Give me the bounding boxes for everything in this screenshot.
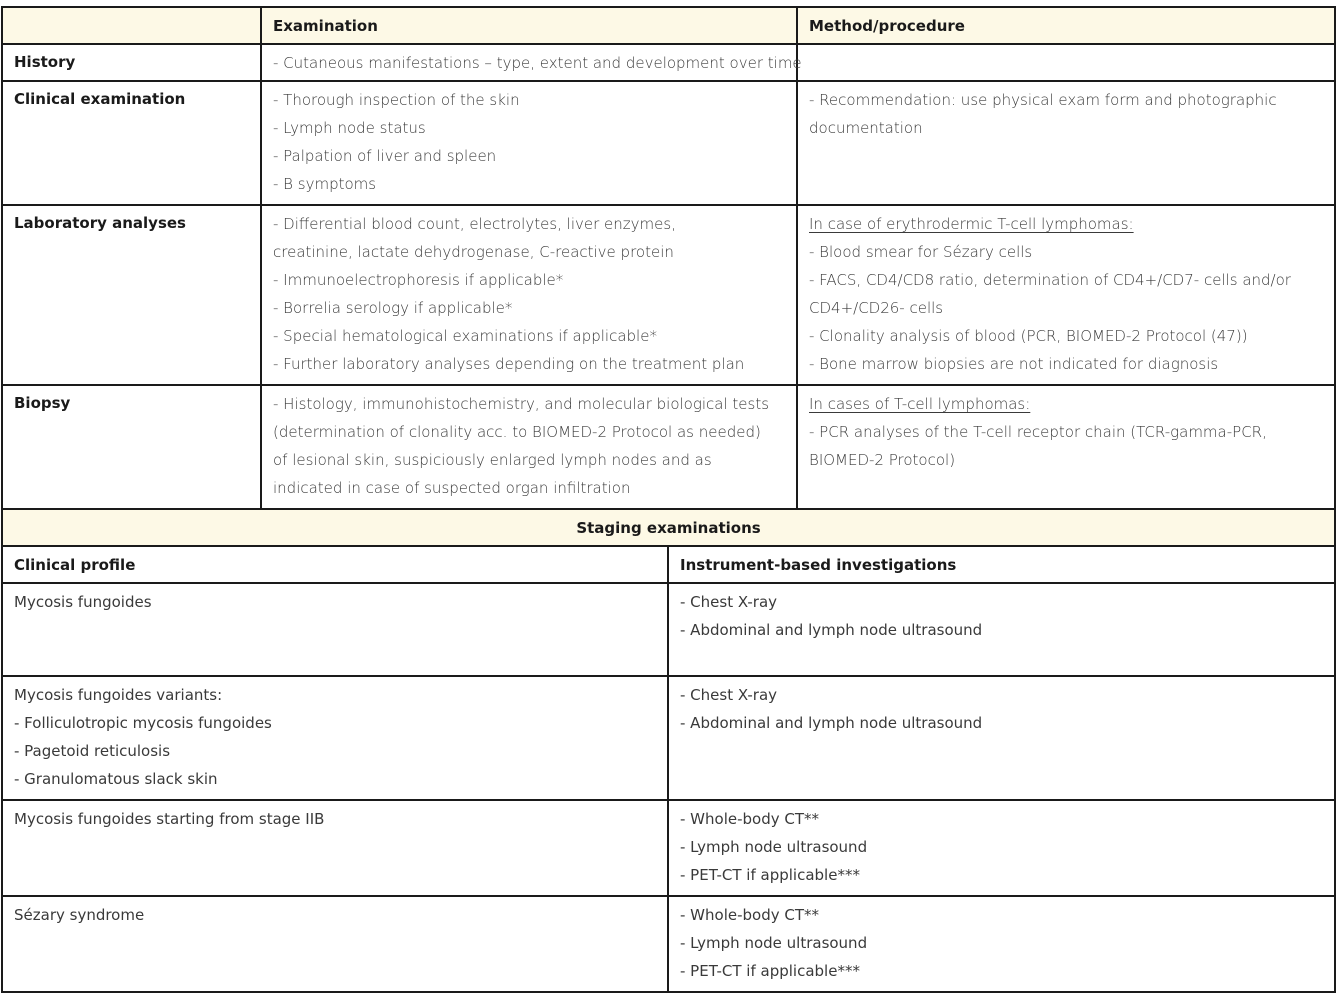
header-instrument-investigations: Instrument-based investigations — [668, 546, 1335, 583]
staging-row — [2, 676, 1335, 800]
table-row-history — [2, 44, 1335, 81]
staging-row — [2, 896, 1335, 992]
profile-line: - Granulomatous slack skin — [14, 770, 218, 788]
exam-cell — [261, 44, 802, 81]
exam-line: - Immunoelectrophoresis if applicable* — [273, 271, 564, 289]
investigation-line: - Chest X-ray — [680, 686, 778, 704]
profile-cell — [2, 676, 668, 800]
staging-header-row — [2, 546, 1335, 583]
investigation-line: - Abdominal and lymph node ultrasound — [680, 621, 983, 639]
staging-table — [1, 508, 1336, 993]
profile-line: - Pagetoid reticulosis — [14, 742, 171, 760]
exam-cell — [261, 205, 797, 385]
investigation-line: - Lymph node ultrasound — [680, 934, 868, 952]
exam-line: - Differential blood count, electrolytes, liver enzymes, creatinine, lactate dehydrogenase, C-reactive protein — [273, 215, 676, 261]
exam-line: - Further laboratory analyses depending on the treatment plan — [273, 355, 745, 373]
staging-row — [2, 800, 1335, 896]
investigation-line: - Whole-body CT** — [680, 906, 820, 924]
investigation-line: - Chest X-ray — [680, 593, 778, 611]
investigation-cell — [668, 800, 1335, 896]
exam-line: - Borrelia serology if applicable* — [273, 299, 513, 317]
header-examination: Examination — [261, 7, 797, 44]
exam-line: - Lymph node status — [273, 119, 426, 137]
exam-line: - B symptoms — [273, 175, 377, 193]
method-line: - PCR analyses of the T-cell receptor chain (TCR-gamma-PCR, BIOMED-2 Protocol) — [809, 423, 1267, 469]
diagnostics-table — [1, 6, 1336, 510]
row-label: Laboratory analyses — [2, 205, 261, 385]
exam-line: - Thorough inspection of the skin — [273, 91, 520, 109]
method-cell — [797, 81, 1335, 205]
method-line: - Clonality analysis of blood (PCR, BIOMED-2 Protocol (47)) — [809, 327, 1248, 345]
header-empty — [2, 7, 261, 44]
profile-line: Mycosis fungoides variants: — [14, 686, 223, 704]
profile-line: - Folliculotropic mycosis fungoides — [14, 714, 272, 732]
table-row-clinical-exam — [2, 81, 1335, 205]
profile-line: Mycosis fungoides starting from stage IIB — [14, 810, 325, 828]
method-cell — [797, 44, 1335, 81]
staging-title-row — [2, 509, 1335, 546]
exam-line: - Special hematological examinations if applicable* — [273, 327, 657, 345]
profile-cell — [2, 896, 668, 992]
method-heading: In cases of T-cell lymphomas: — [809, 395, 1031, 413]
row-label: Clinical examination — [2, 81, 261, 205]
investigation-line: - PET-CT if applicable*** — [680, 962, 860, 980]
profile-cell — [2, 800, 668, 896]
investigation-cell — [668, 676, 1335, 800]
investigation-cell — [668, 896, 1335, 992]
investigation-cell — [668, 583, 1335, 676]
investigation-line: - Abdominal and lymph node ultrasound — [680, 714, 983, 732]
exam-cell — [261, 81, 797, 205]
exam-line: - Histology, immunohistochemistry, and molecular biological tests (determination of clonality acc. to BIOMED-2 Protocol as needed) of lesional skin, suspiciously enlarged lymph nodes and as indicated in case of suspected organ infiltration — [273, 395, 770, 497]
exam-cell — [261, 385, 797, 509]
exam-line: - Cutaneous manifestations – type, extent and development over time — [273, 54, 802, 72]
investigation-line: - PET-CT if applicable*** — [680, 866, 860, 884]
table-row-laboratory — [2, 205, 1335, 385]
staging-row — [2, 583, 1335, 676]
method-line: - Blood smear for Sézary cells — [809, 243, 1033, 261]
header-method: Method/procedure — [797, 7, 1335, 44]
diagnostics-table-container — [1, 6, 1334, 993]
profile-cell — [2, 583, 668, 676]
staging-title: Staging examinations — [2, 509, 1335, 546]
investigation-line: - Lymph node ultrasound — [680, 838, 868, 856]
method-line: - Bone marrow biopsies are not indicated for diagnosis — [809, 355, 1219, 373]
table-row-biopsy — [2, 385, 1335, 509]
header-clinical-profile: Clinical profile — [2, 546, 668, 583]
method-line: - Recommendation: use physical exam form and photographic documentation — [809, 91, 1277, 137]
profile-line: Sézary syndrome — [14, 906, 145, 924]
row-label: Biopsy — [2, 385, 261, 509]
row-label: History — [2, 44, 261, 81]
method-heading: In case of erythrodermic T-cell lymphomas: — [809, 215, 1134, 233]
investigation-line: - Whole-body CT** — [680, 810, 820, 828]
method-cell — [797, 205, 1335, 385]
method-line: - FACS, CD4/CD8 ratio, determination of CD4+/CD7- cells and/or CD4+/CD26- cells — [809, 271, 1291, 317]
exam-line: - Palpation of liver and spleen — [273, 147, 497, 165]
profile-line: Mycosis fungoides — [14, 593, 152, 611]
method-cell — [797, 385, 1335, 509]
table-header-row — [2, 7, 1335, 44]
